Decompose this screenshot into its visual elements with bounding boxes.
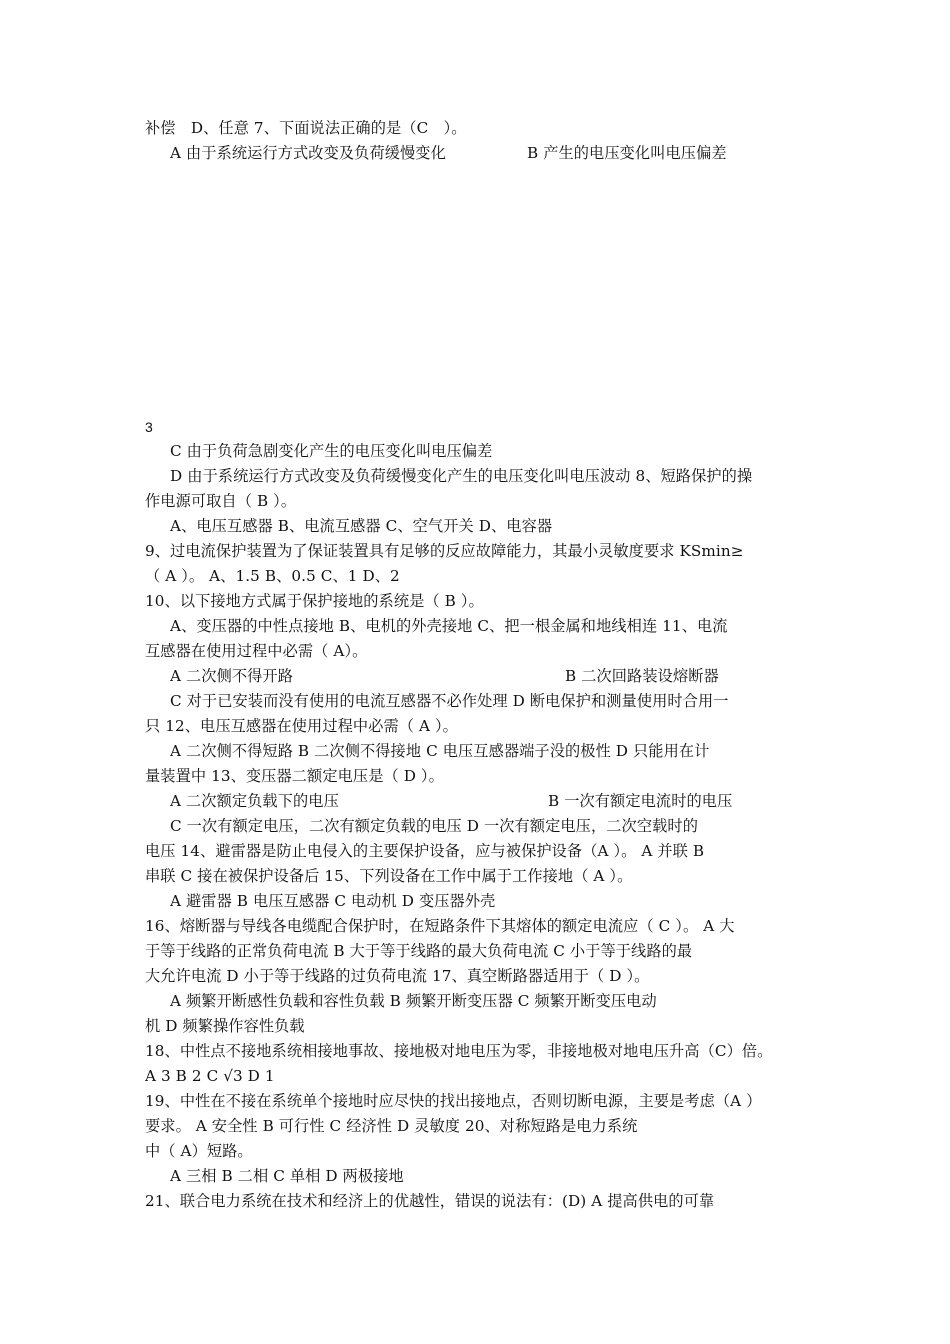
text-line: C 对于已安装而没有使用的电流互感器不必作处理 D 断电保护和测量使用时合用一	[170, 692, 729, 710]
text-line: B 产生的电压变化叫电压偏差	[527, 144, 727, 162]
text-line: 串联 C 接在被保护设备后 15、下列设备在工作中属于工作接地（ A ）。	[145, 867, 633, 885]
text-line: A、变压器的中性点接地 B、电机的外壳接地 C、把一根金属和地线相连 11、电流	[170, 617, 728, 635]
text-line: 补偿 D、任意 7、下面说法正确的是（C ）。	[145, 119, 467, 137]
text-line: D 由于系统运行方式改变及负荷缓慢变化产生的电压变化叫电压波动 8、短路保护的操	[170, 467, 753, 485]
text-line: 9、过电流保护装置为了保证装置具有足够的反应故障能力，其最小灵敏度要求 KSmin≥	[145, 542, 744, 560]
text-line: 电压 14、避雷器是防止电侵入的主要保护设备，应与被保护设备（A ）。 A 并联 B	[145, 842, 705, 860]
text-line: B 一次有额定电流时的电压	[548, 792, 733, 810]
text-line: A 二次侧不得开路	[170, 667, 294, 685]
text-line: A 二次侧不得短路 B 二次侧不得接地 C 电压互感器端子没的极性 D 只能用在计	[170, 742, 710, 760]
text-line: 大允许电流 D 小于等于线路的过负荷电流 17、真空断路器适用于（ D ）。	[145, 967, 650, 985]
text-line: C 由于负荷急剧变化产生的电压变化叫电压偏差	[170, 442, 493, 460]
text-line: A 三相 B 二相 C 单相 D 两极接地	[170, 1167, 404, 1185]
text-line: A 二次额定负载下的电压	[170, 792, 339, 810]
text-line: B 二次回路装设熔断器	[565, 667, 719, 685]
text-line: 只 12、电压互感器在使用过程中必需（ A ）。	[145, 717, 458, 735]
text-line: 16、熔断器与导线各电缆配合保护时，在短路条件下其熔体的额定电流应（ C ）。 A 大	[145, 917, 735, 935]
text-line: 中（ A）短路。	[145, 1142, 253, 1160]
text-line: A 频繁开断感性负载和容性负载 B 频繁开断变压器 C 频繁开断变压电动	[170, 992, 657, 1010]
text-line: 作电源可取自（ B ）。	[145, 492, 297, 510]
text-line: A 3 B 2 C √3 D 1	[145, 1067, 275, 1085]
text-line: 10、以下接地方式属于保护接地的系统是（ B ）。	[145, 592, 484, 610]
text-line: 互感器在使用过程中必需（ A）。	[145, 642, 368, 660]
text-line: 机 D 频繁操作容性负载	[145, 1017, 305, 1035]
text-line: A、电压互感器 B、电流互感器 C、空气开关 D、电容器	[170, 517, 553, 535]
text-line: C 一次有额定电压，二次有额定负载的电压 D 一次有额定电压，二次空载时的	[170, 817, 698, 835]
text-line: A 由于系统运行方式改变及负荷缓慢变化	[170, 144, 446, 162]
text-line: 要求。 A 安全性 B 可行性 C 经济性 D 灵敏度 20、对称短路是电力系统	[145, 1117, 638, 1135]
text-line: A 避雷器 B 电压互感器 C 电动机 D 变压器外壳	[170, 892, 496, 910]
text-line: 18、中性点不接地系统相接地事故、接地极对地电压为零，非接地极对地电压升高（C）倍。	[145, 1042, 773, 1060]
text-line: 19、中性在不接在系统单个接地时应尽快的找出接地点，否则切断电源，主要是考虑（A ）	[145, 1092, 762, 1110]
text-line: 21、联合电力系统在技术和经济上的优越性，错误的说法有：(D) A 提高供电的可靠	[145, 1192, 715, 1210]
text-line: 于等于线路的正常负荷电流 B 大于等于线路的最大负荷电流 C 小于等于线路的最	[145, 942, 693, 960]
text-line: 量装置中 13、变压器二额定电压是（ D ）。	[145, 767, 444, 785]
text-line: （ A ）。 A、1.5 B、0.5 C、1 D、2	[145, 567, 400, 585]
page-number: 3	[145, 419, 153, 435]
